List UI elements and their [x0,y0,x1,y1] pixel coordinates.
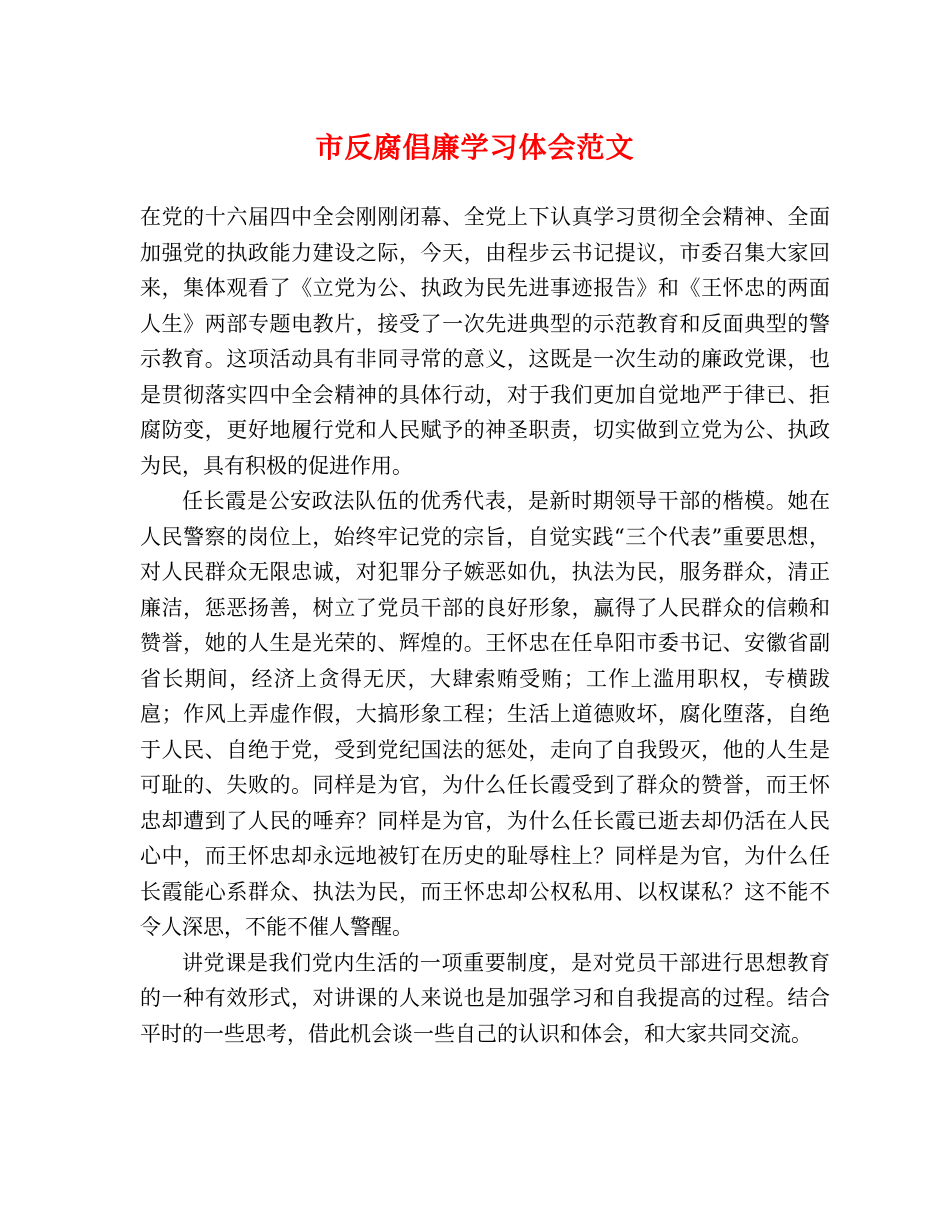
paragraph-1: 在党的十六届四中全会刚刚闭幕、全党上下认真学习贯彻全会精神、全面加强党的执政能力建设之际，今天，由程步云书记提议，市委召集大家回来，集体观看了《立党为公、执政为民先进事迹报告》和《王怀忠的两面人生》两部专题电教片，接受了一次先进典型的示范教育和反面典型的警示教育。这项活动具有非同寻常的意义，这既是一次生动的廉政党课，也是贯彻落实四中全会精神的具体行动，对于我们更加自觉地严于律已、拒腐防变，更好地履行党和人民赋予的神圣职责，切实做到立党为公、执政为民，具有积极的促进作用。 [140,205,830,478]
document-body [140,200,830,1052]
paragraph-2: 任长霞是公安政法队伍的优秀代表，是新时期领导干部的楷模。她在人民警察的岗位上，始终牢记党的宗旨，自觉实践“三个代表”重要思想，对人民群众无限忠诚，对犯罪分子嫉恶如仇，执法为民，服务群众，清正廉洁，惩恶扬善，树立了党员干部的良好形象，赢得了人民群众的信赖和赞誉，她的人生是光荣的、辉煌的。王怀忠在任阜阳市委书记、安徽省副省长期间，经济上贪得无厌，大肆索贿受贿；工作上滥用职权，专横跋扈；作风上弄虚作假，大搞形象工程；生活上道德败坏，腐化堕落，自绝于人民、自绝于党，受到党纪国法的惩处，走向了自我毁灭，他的人生是可耻的、失败的。同样是为官，为什么任长霞受到了群众的赞誉，而王怀忠却遭到了人民的唾弃？同样是为官，为什么任长霞已逝去却仍活在人民心中，而王怀忠却永远地被钉在历史的耻辱柱上？同样是为官，为什么任长霞能心系群众、执法为民，而王怀忠却公权私用、以权谋私？这不能不令人深思，不能不催人警醒。 [140,489,830,939]
paragraph-3: 讲党课是我们党内生活的一项重要制度，是对党员干部进行思想教育的一种有效形式，对讲课的人来说也是加强学习和自我提高的过程。结合平时的一些思考，借此机会谈一些自己的认识和体会，和大家共同交流。 [140,950,830,1046]
document-title: 市反腐倡廉学习体会范文 [315,131,635,164]
